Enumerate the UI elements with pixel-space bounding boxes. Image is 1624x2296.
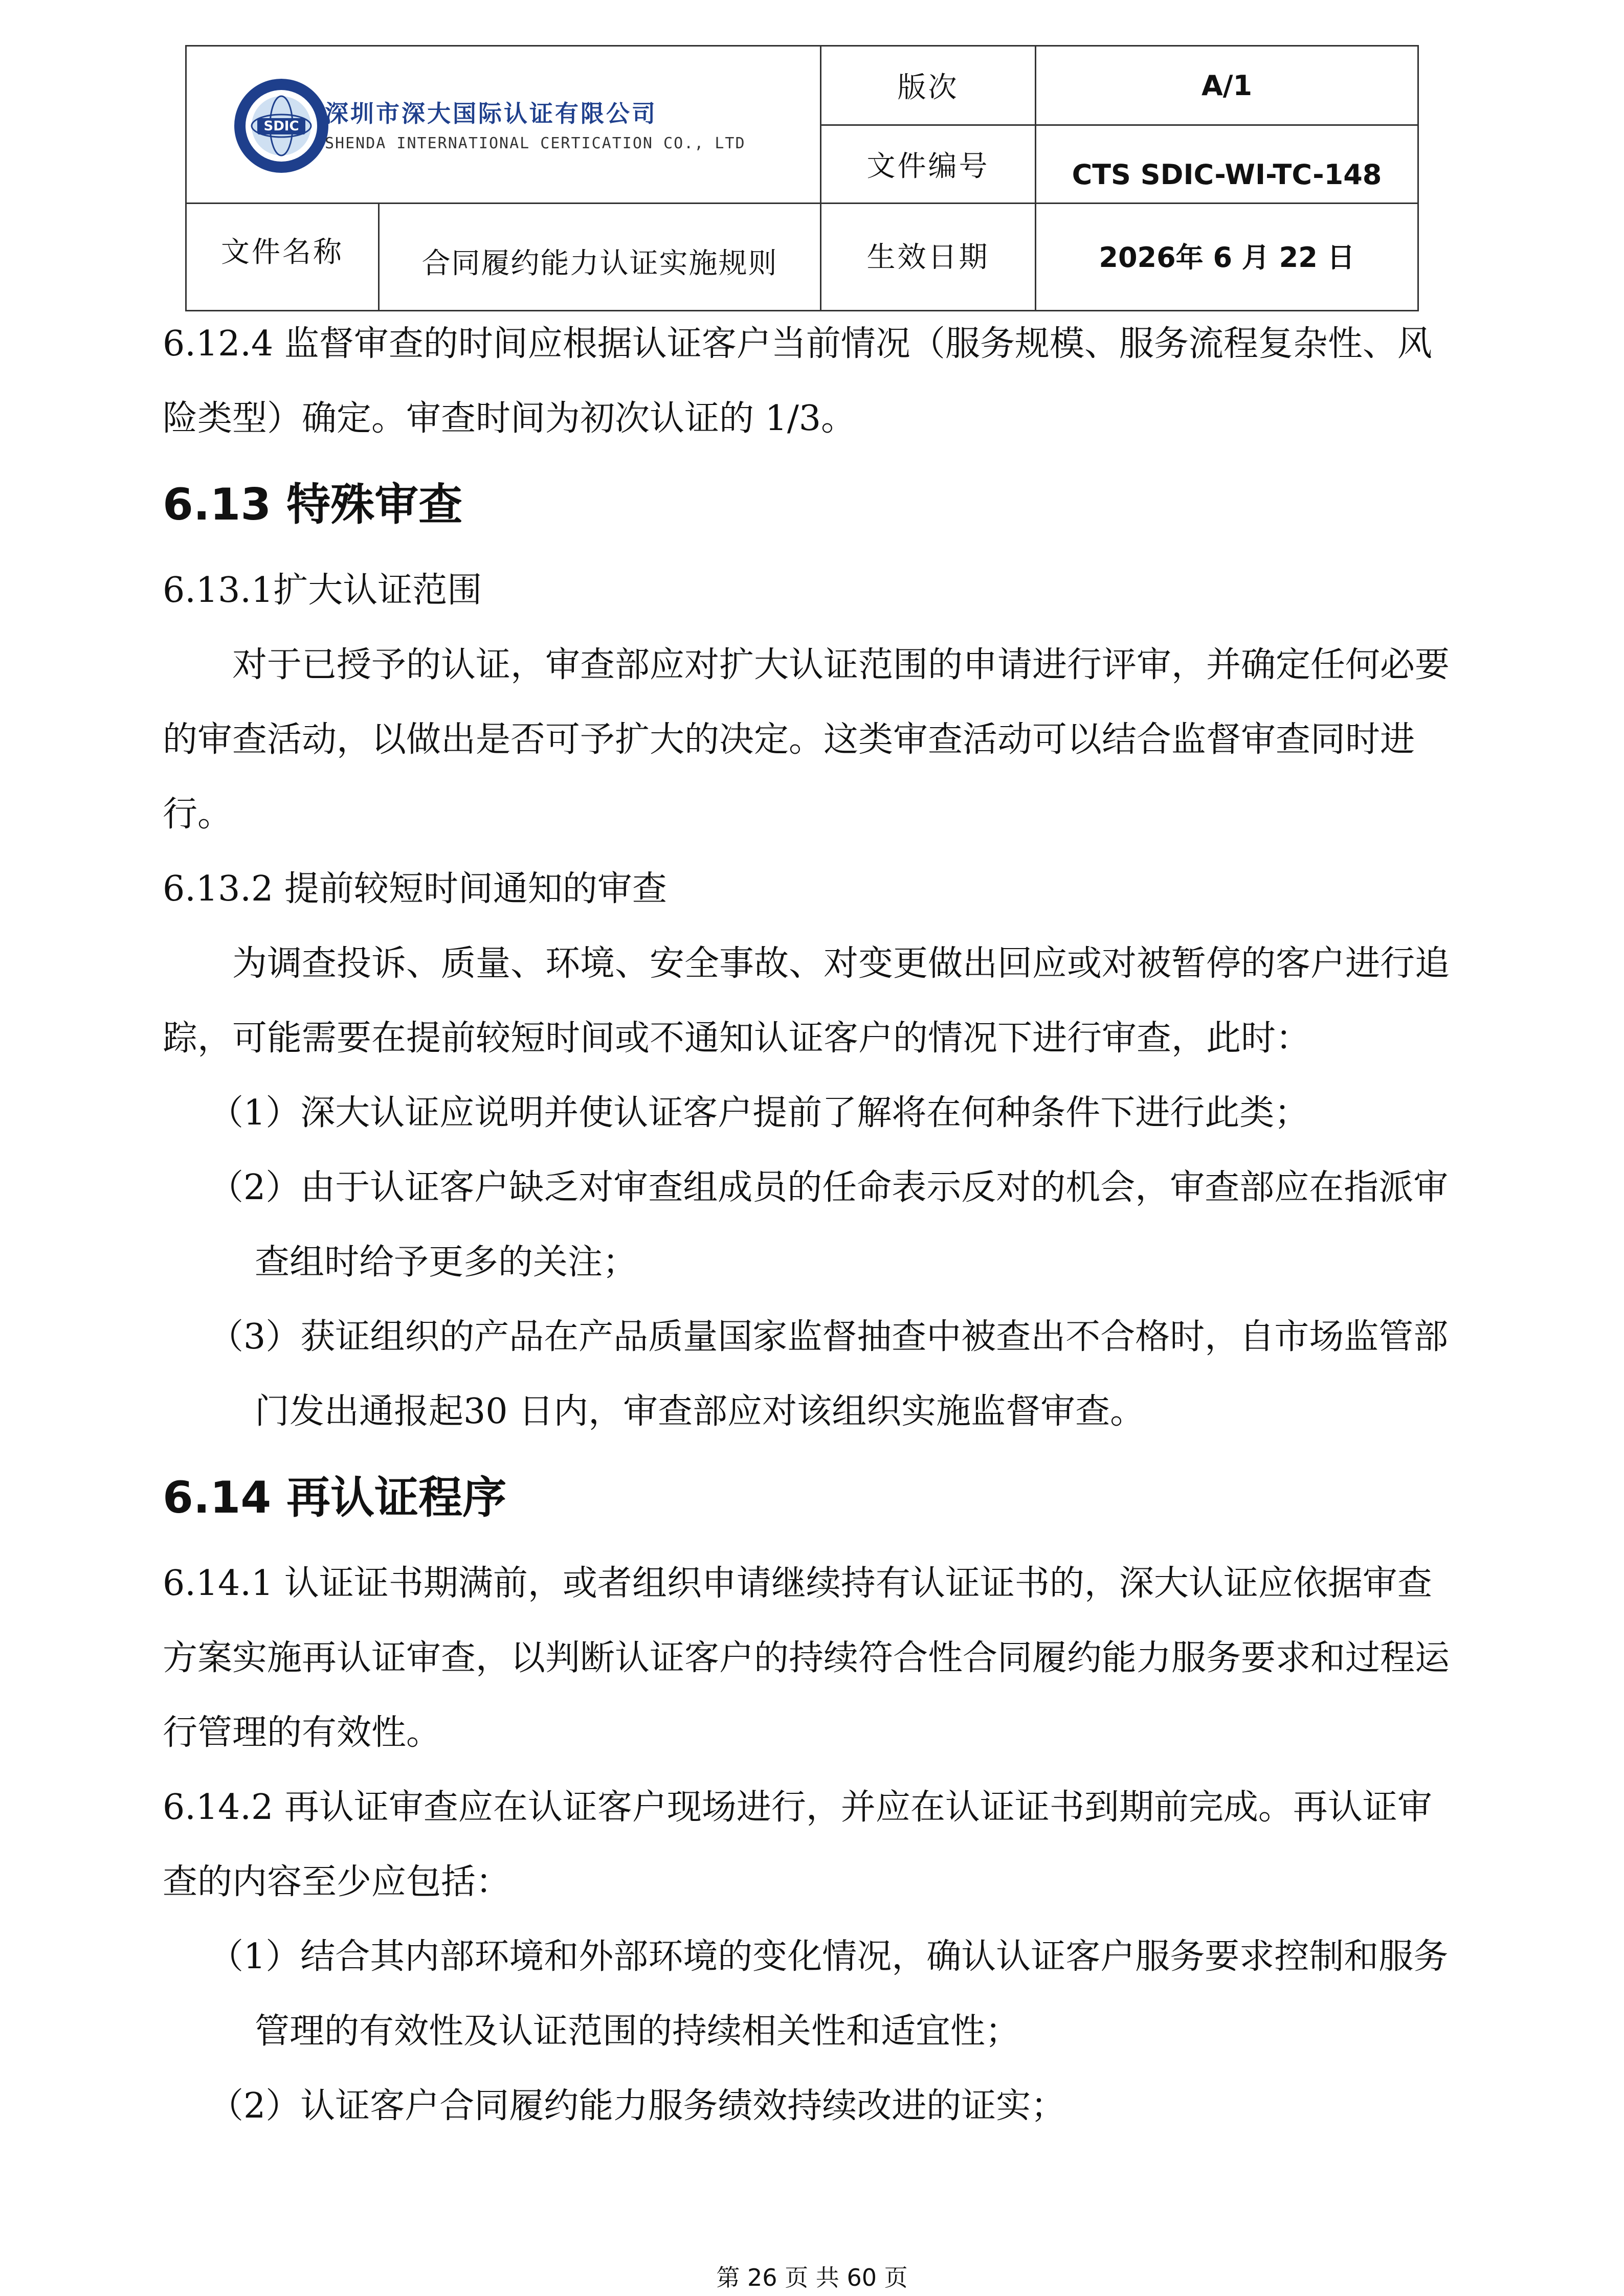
footer-post: 页 xyxy=(884,2264,908,2291)
heading-6-13: 6.13 特殊审查 xyxy=(163,479,463,530)
version-label: 版次 xyxy=(897,71,959,104)
effective-date-label: 生效日期 xyxy=(866,241,990,274)
company-name-en: SHENDA INTERNATIONAL CERTICATION CO., LTD xyxy=(325,134,746,152)
document-body xyxy=(163,307,1452,2144)
list-item: （2）认证客户合同履约能力服务绩效持续改进的证实； xyxy=(209,2086,1066,2126)
paragraph-6-14-1: 6.14.1 认证证书期满前，或者组织申请继续持有认证证书的，深大认证应依据审查方案实施再认证审查，以判断认证客户的持续符合性合同履约能力服务要求和过程运行管理的有效性。 xyxy=(163,1563,1450,1753)
docno-label: 文件编号 xyxy=(866,150,990,183)
company-logo xyxy=(233,77,330,174)
subheading-6-13-1: 6.13.1扩大认证范围 xyxy=(163,570,482,611)
list-item: （1）结合其内部环境和外部环境的变化情况，确认认证客户服务要求控制和服务管理的有效性及认证范围的持续相关性和适宜性； xyxy=(209,1937,1449,2052)
paragraph-6-12-4: 6.12.4 监督审查的时间应根据认证客户当前情况（服务规模、服务流程复杂性、风险类型）确定。审查时间为初次认证的 1/3。 xyxy=(163,324,1432,439)
paragraph-6-13-1: 对于已授予的认证，审查部应对扩大认证范围的申请进行评审，并确定任何必要的审查活动，以做出是否可予扩大的决定。这类审查活动可以结合监督审查同时进行。 xyxy=(163,645,1450,835)
docname-value: 合同履约能力认证实施规则 xyxy=(421,247,778,280)
company-name-cn: 深圳市深大国际认证有限公司 xyxy=(325,100,657,127)
list-item: （3）获证组织的产品在产品质量国家监督抽查中被查出不合格时，自市场监管部门发出通报起30 日内，审查部应对该组织实施监督审查。 xyxy=(209,1317,1449,1432)
list-item: （1）深大认证应说明并使认证客户提前了解将在何种条件下进行此类； xyxy=(209,1093,1309,1133)
page-footer xyxy=(0,2259,1624,2293)
list-item: （2）由于认证客户缺乏对审查组成员的任命表示反对的机会，审查部应在指派审查组时给予更多的关注； xyxy=(209,1167,1449,1282)
docname-label: 文件名称 xyxy=(221,236,344,269)
logo-text: SDIC xyxy=(263,119,299,134)
footer-mid: 页 共 xyxy=(785,2264,839,2291)
version-value: A/1 xyxy=(1201,69,1253,102)
docno-value: CTS SDIC-WI-TC-148 xyxy=(1072,158,1382,191)
total-pages: 60 xyxy=(847,2264,877,2291)
paragraph-6-13-2: 为调查投诉、质量、环境、安全事故、对变更做出回应或对被暂停的客户进行追踪，可能需要在提前较短时间或不通知认证客户的情况下进行审查，此时： xyxy=(163,943,1450,1059)
heading-6-14: 6.14 再认证程序 xyxy=(163,1472,507,1523)
page-number: 26 xyxy=(747,2264,777,2291)
effective-date-value: 2026年 6 月 22 日 xyxy=(1099,241,1355,274)
document-header-table xyxy=(185,45,1419,311)
footer-pre: 第 xyxy=(716,2264,740,2291)
paragraph-6-14-2: 6.14.2 再认证审查应在认证客户现场进行，并应在认证证书到期前完成。再认证审查的内容至少应包括： xyxy=(163,1787,1432,1902)
subheading-6-13-2: 6.13.2 提前较短时间通知的审查 xyxy=(163,869,667,909)
